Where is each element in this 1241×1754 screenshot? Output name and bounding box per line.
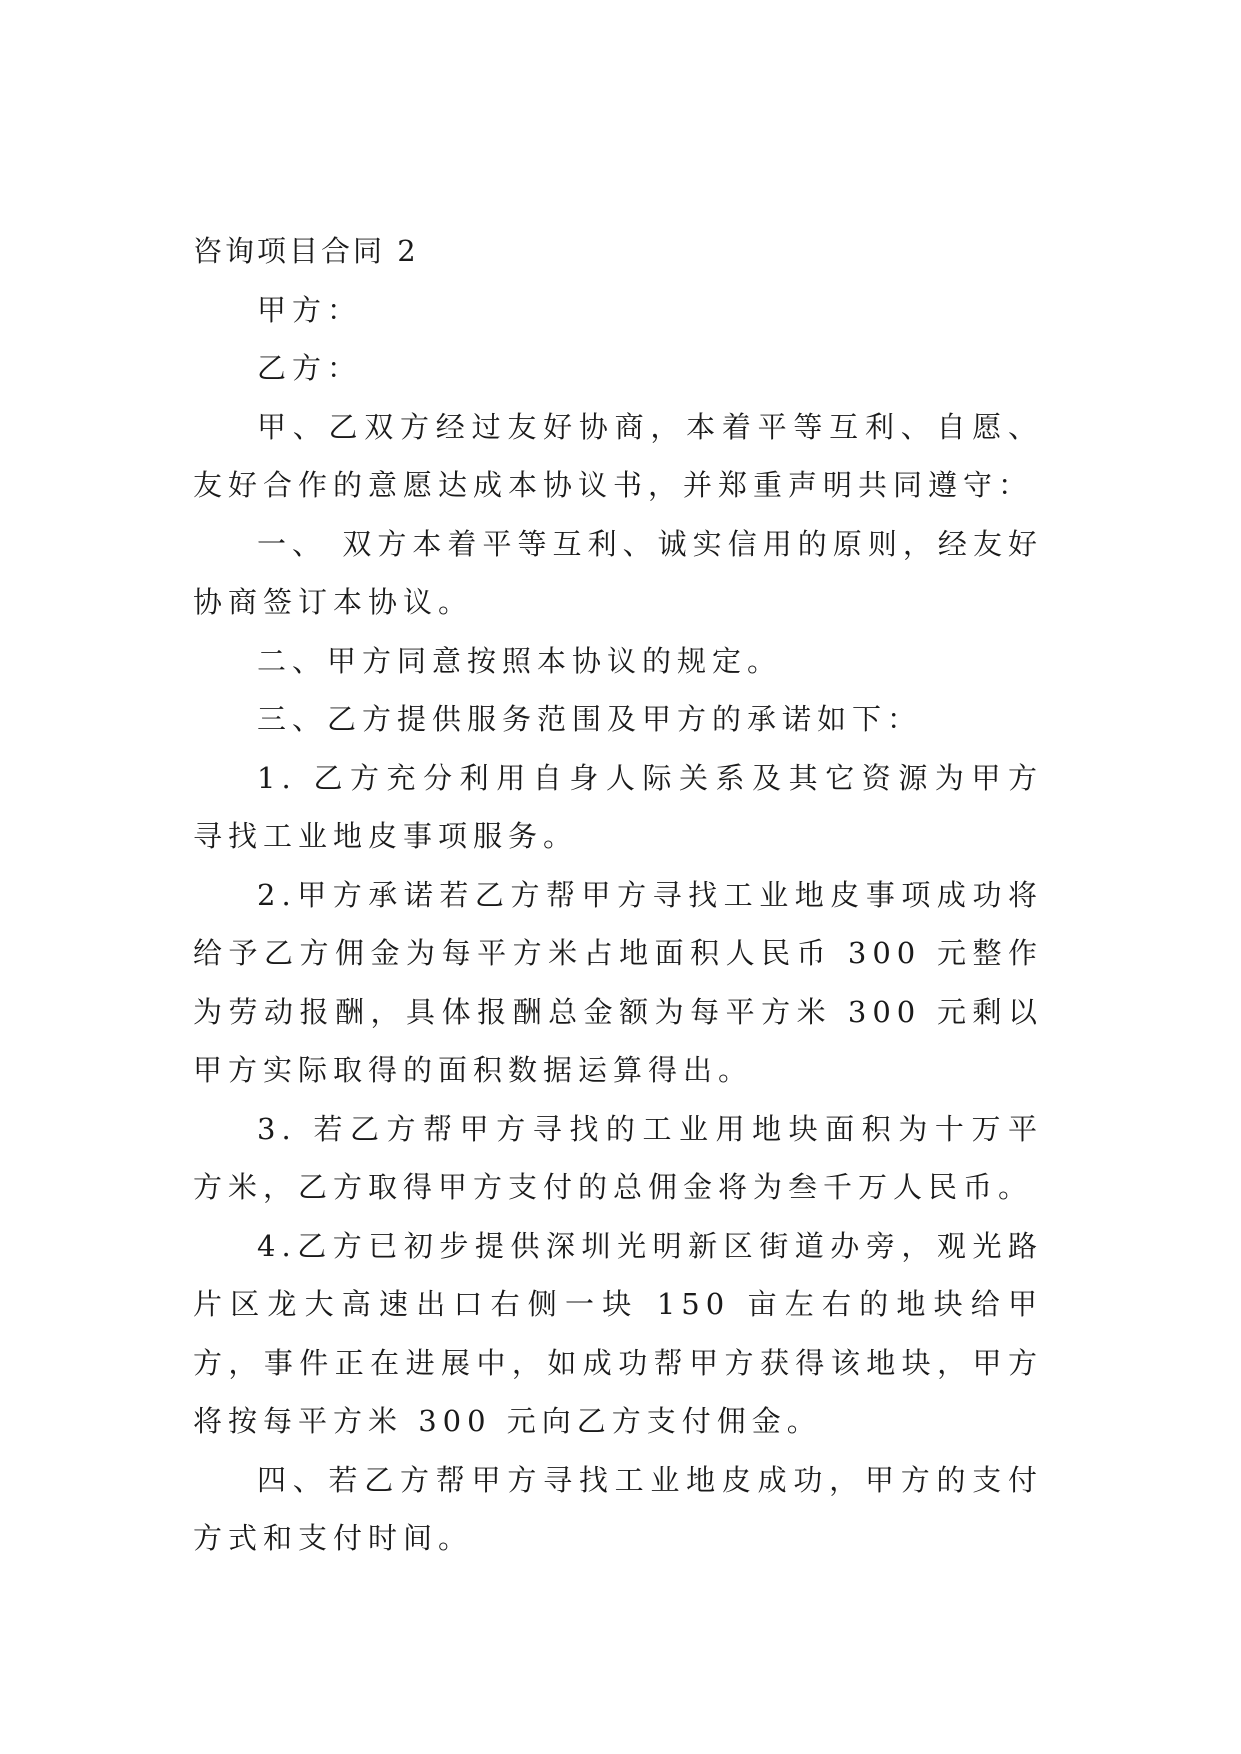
clause-4-paragraph: 四、若乙方帮甲方寻找工业地皮成功，甲方的支付方式和支付时间。	[193, 1462, 1043, 1555]
document-title: 咨询项目合同 2	[193, 234, 419, 268]
clause-3-heading: 三、乙方提供服务范围及甲方的承诺如下：	[257, 702, 923, 736]
preamble-paragraph: 甲、乙双方经过友好协商，本着平等互利、自愿、友好合作的意愿达成本协议书，并郑重声明共同遵守：	[193, 409, 1043, 502]
party-a-line: 甲方：	[257, 292, 363, 327]
clause-1-paragraph: 一、 双方本着平等互利、诚实信用的原则，经友好协商签订本协议。	[193, 526, 1043, 619]
clause-3-item-2: 2.甲方承诺若乙方帮甲方寻找工业地皮事项成功将给予乙方佣金为每平方米占地面积人民币 300 元整作为劳动报酬，具体报酬总金额为每平方米 300 元剩以甲方实际取得的面积数据运算得出。	[193, 877, 1043, 1087]
clause-3-item-3: 3. 若乙方帮甲方寻找的工业用地块面积为十万平方米，乙方取得甲方支付的总佣金将为叁千万人民币。	[193, 1111, 1043, 1204]
clause-2-paragraph: 二、甲方同意按照本协议的规定。	[257, 643, 783, 678]
clause-3-item-1: 1. 乙方充分利用自身人际关系及其它资源为甲方寻找工业地皮事项服务。	[193, 760, 1043, 853]
document-body	[193, 222, 1043, 1568]
party-b-line: 乙方：	[257, 351, 363, 385]
clause-3-item-4: 4.乙方已初步提供深圳光明新区街道办旁，观光路片区龙大高速出口右侧一块 150 亩左右的地块给甲方，事件正在进展中，如成功帮甲方获得该地块，甲方将按每平方米 300 元向乙方支付佣金。	[193, 1228, 1043, 1438]
